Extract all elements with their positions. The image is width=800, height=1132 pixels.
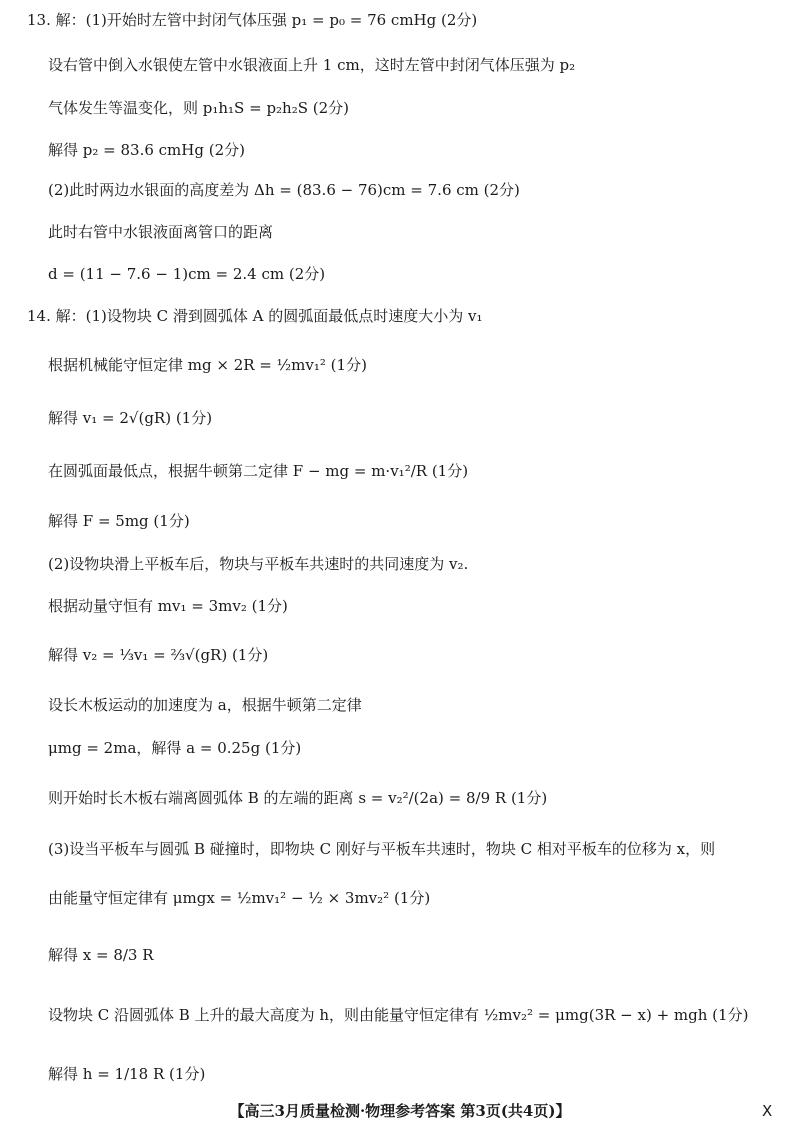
q13-line-7: d = (11 − 7.6 − 1)cm = 2.4 cm (2分) bbox=[48, 265, 326, 283]
q14-line-13: 由能量守恒定律有 μmgx = ½mv₁² − ½ × 3mv₂² (1分) bbox=[48, 889, 431, 907]
q14-line-12: (3)设当平板车与圆弧 B 碰撞时，即物块 C 刚好与平板车共速时，物块 C 相对平板车的位移为 x，则 bbox=[48, 840, 716, 858]
q14-line-5: 解得 F = 5mg (1分) bbox=[48, 512, 190, 530]
q14-line-3: 解得 v₁ = 2√(gR) (1分) bbox=[48, 409, 213, 427]
q14-line-16: 解得 h = 1/18 R (1分) bbox=[48, 1065, 206, 1083]
footer-mark: X bbox=[762, 1102, 773, 1120]
q14-line-15: 设物块 C 沿圆弧体 B 上升的最大高度为 h，则由能量守恒定律有 ½mv₂² = μmg(3R − x) + mgh (1分) bbox=[48, 1006, 749, 1024]
q14-line-11: 则开始时长木板右端离圆弧体 B 的左端的距离 s = v₂²/(2a) = 8/9 R (1分) bbox=[48, 789, 548, 807]
q14-line-8: 解得 v₂ = ⅓v₁ = ⅔√(gR) (1分) bbox=[48, 646, 269, 664]
q14-line-2: 根据机械能守恒定律 mg × 2R = ½mv₁² (1分) bbox=[48, 356, 367, 374]
footer-title: 【高三3月质量检测·物理参考答案 第3页(共4页)】 bbox=[229, 1102, 571, 1120]
q13-line-2: 设右管中倒入水银使左管中水银液面上升 1 cm，这时左管中封闭气体压强为 p₂ bbox=[48, 56, 576, 74]
q14-line-10: μmg = 2ma，解得 a = 0.25g (1分) bbox=[48, 739, 302, 757]
q13-line-6: 此时右管中水银液面离管口的距离 bbox=[48, 223, 274, 241]
q14-line-4: 在圆弧面最低点，根据牛顿第二定律 F − mg = m·v₁²/R (1分) bbox=[48, 462, 469, 480]
q13-line-4: 解得 p₂ = 83.6 cmHg (2分) bbox=[48, 141, 245, 159]
q14-line-7: 根据动量守恒有 mv₁ = 3mv₂ (1分) bbox=[48, 597, 288, 615]
q14-line-14: 解得 x = 8/3 R bbox=[48, 946, 154, 964]
q14-line-9: 设长木板运动的加速度为 a，根据牛顿第二定律 bbox=[48, 696, 362, 714]
q13-line-5: (2)此时两边水银面的高度差为 Δh = (83.6 − 76)cm = 7.6 cm (2分) bbox=[48, 181, 520, 199]
q14-line-1: 14. 解：(1)设物块 C 滑到圆弧体 A 的圆弧面最低点时速度大小为 v₁ bbox=[27, 307, 483, 325]
q14-line-6: (2)设物块滑上平板车后，物块与平板车共速时的共同速度为 v₂. bbox=[48, 555, 469, 573]
q13-line-1: 13. 解：(1)开始时左管中封闭气体压强 p₁ = p₀ = 76 cmHg (2分) bbox=[27, 11, 478, 29]
q13-line-3: 气体发生等温变化，则 p₁h₁S = p₂h₂S (2分) bbox=[48, 99, 350, 117]
